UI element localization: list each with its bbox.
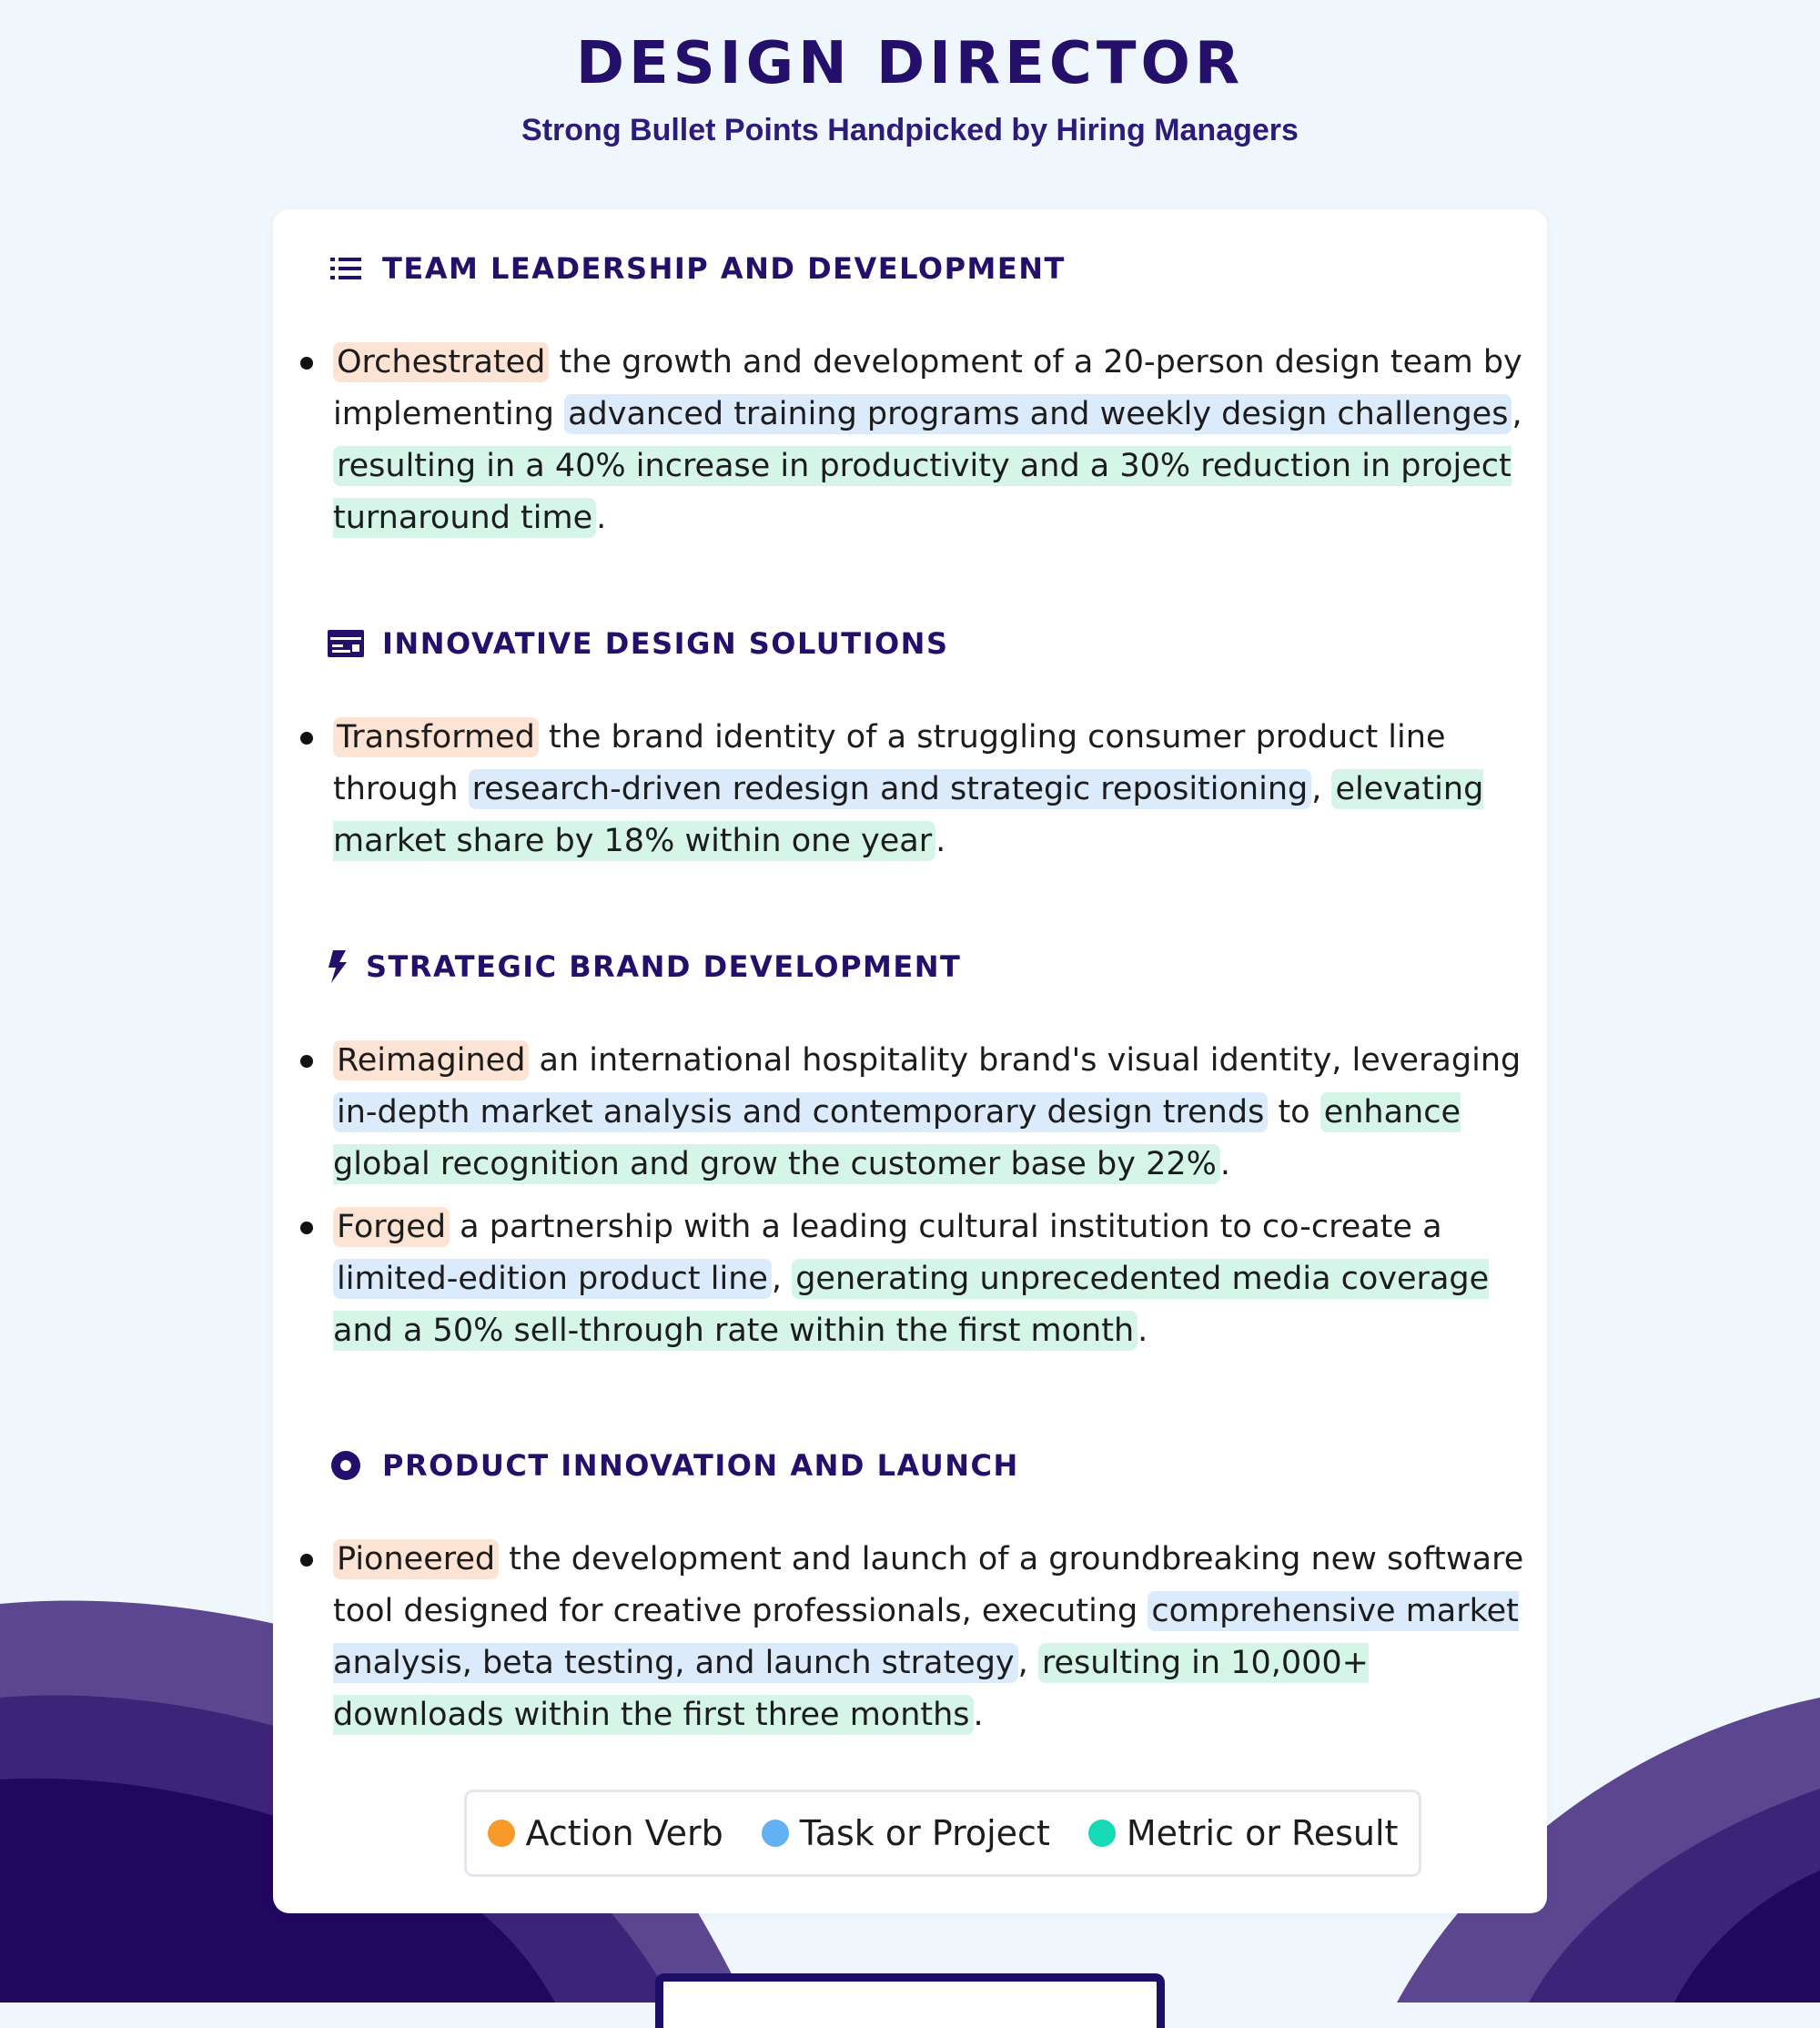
metric-or-result: elevating market share by 18% within one year <box>333 771 1484 859</box>
bullet-point <box>328 337 1525 544</box>
bullet-points-card <box>273 209 1547 1913</box>
bullet-text: , <box>771 1261 793 1297</box>
task-or-project: research-driven redesign and strategic repositioning <box>469 769 1312 809</box>
bullet-text: the brand identity of a struggling consumer product line through <box>333 719 1446 807</box>
lightning-bolt-icon <box>328 948 348 985</box>
section-header <box>328 1445 1547 1486</box>
task-or-project: in-depth market analysis and contemporary design trends <box>333 1092 1268 1132</box>
bullet-text: to <box>1268 1094 1320 1131</box>
task-or-project: limited-edition product line <box>333 1259 772 1299</box>
section-title: INNOVATIVE DESIGN SOLUTIONS <box>382 626 949 661</box>
page-header <box>0 27 1820 151</box>
action-verb: Pioneered <box>333 1539 499 1579</box>
action-verb: Orchestrated <box>333 342 549 382</box>
bullet-list <box>328 1534 1547 1741</box>
section-innovative-design <box>328 623 1547 867</box>
page-subtitle: Strong Bullet Points Handpicked by Hiring Managers <box>521 113 1299 147</box>
action-verb: Reimagined <box>333 1040 529 1080</box>
bullet-text: the development and launch of a groundbreaking new software tool designed for creative professionals, executing <box>333 1541 1524 1629</box>
bullet-point <box>328 1534 1525 1741</box>
task-or-project: comprehensive market analysis, beta testing, and launch strategy <box>333 1593 1519 1681</box>
bullet-point <box>328 1202 1525 1357</box>
section-strategic-brand <box>328 946 1547 1357</box>
bullet-text: , <box>1311 771 1332 807</box>
section-header <box>328 623 1547 664</box>
bullet-text: , <box>1017 1645 1038 1681</box>
section-title: PRODUCT INNOVATION AND LAUNCH <box>382 1448 1019 1483</box>
section-team-leadership <box>328 248 1547 544</box>
metric-or-result: resulting in a 40% increase in productivity and a 30% reduction in project turnaround time <box>333 448 1512 536</box>
legend-item-metric-or-result <box>1088 1813 1399 1853</box>
card-icon <box>328 625 364 662</box>
action-verb: Transformed <box>333 717 539 757</box>
legend-label: Action Verb <box>525 1813 723 1853</box>
metric-or-result: generating unprecedented media coverage and a 50% sell-through rate within the first month <box>333 1261 1490 1349</box>
bullet-text: an international hospitality brand's visual identity, leveraging <box>529 1042 1522 1079</box>
bullet-list <box>328 337 1547 544</box>
bullet-point <box>328 1035 1525 1191</box>
list-icon <box>328 250 364 287</box>
bottom-cta-box[interactable] <box>655 1973 1165 2028</box>
bullet-text: . <box>1138 1313 1148 1349</box>
bullet-text: . <box>1219 1146 1230 1182</box>
section-header <box>328 946 1547 988</box>
section-title: STRATEGIC BRAND DEVELOPMENT <box>366 949 962 984</box>
orange-dot-icon <box>488 1820 515 1847</box>
metric-or-result: resulting in 10,000+ downloads within the first three months <box>333 1645 1369 1733</box>
bullet-list <box>328 712 1547 867</box>
bullet-text: . <box>973 1697 984 1733</box>
blue-dot-icon <box>762 1820 789 1847</box>
bullet-text: . <box>596 500 607 536</box>
highlight-legend <box>464 1790 1421 1877</box>
bullet-text: the growth and development of a 20-person design team by implementing <box>333 344 1522 432</box>
legend-item-action-verb <box>488 1813 723 1853</box>
bullet-text: a partnership with a leading cultural institution to co-create a <box>450 1209 1442 1245</box>
task-or-project: advanced training programs and weekly design challenges <box>564 394 1512 434</box>
section-header <box>328 248 1547 289</box>
legend-item-task-or-project <box>762 1813 1050 1853</box>
legend-label: Metric or Result <box>1126 1813 1399 1853</box>
teal-dot-icon <box>1088 1820 1116 1847</box>
legend-label: Task or Project <box>799 1813 1050 1853</box>
page-title: DESIGN DIRECTOR <box>575 30 1245 97</box>
bullet-point <box>328 712 1525 867</box>
section-product-innovation <box>328 1445 1547 1741</box>
target-circle-icon <box>328 1447 364 1484</box>
bullet-list <box>328 1035 1547 1357</box>
bullet-text: , <box>1512 396 1522 432</box>
metric-or-result: enhance global recognition and grow the customer base by 22% <box>333 1094 1461 1182</box>
action-verb: Forged <box>333 1207 450 1247</box>
bullet-text: . <box>935 823 946 859</box>
section-title: TEAM LEADERSHIP AND DEVELOPMENT <box>382 251 1066 286</box>
